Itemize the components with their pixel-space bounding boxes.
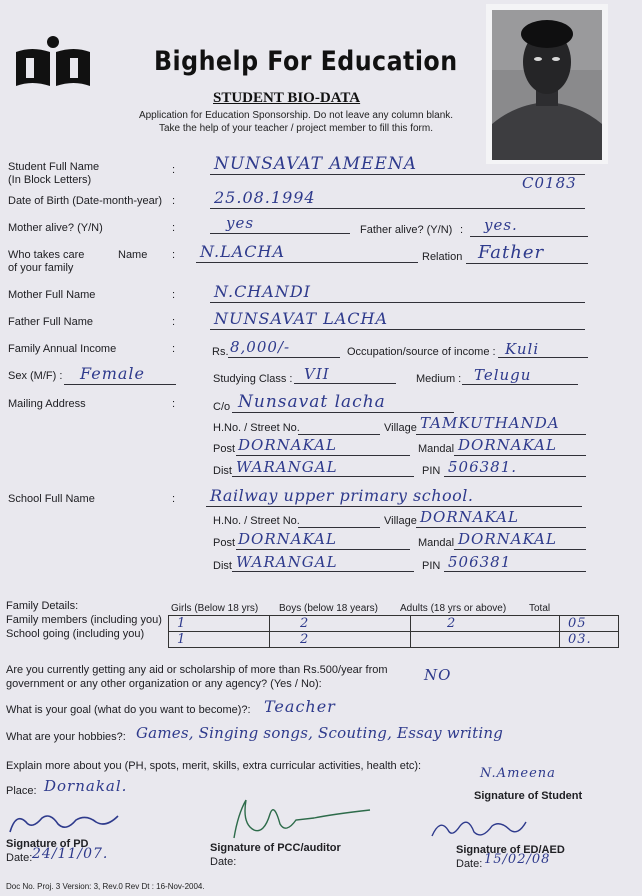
father-name-value: NUNSAVAT LACHA: [214, 309, 389, 328]
mailing-label: Mailing Address: [8, 398, 86, 410]
pd-signature-mark: [6, 808, 126, 840]
table-cell: [411, 632, 560, 648]
instructions-line-1: Application for Education Sponsorship. Do not leave any column blank.: [138, 110, 454, 121]
table-cell: 2: [411, 616, 560, 632]
col-header-girls: Girls (Below 18 yrs): [171, 603, 259, 614]
mother-alive-label: Mother alive? (Y/N): [8, 222, 103, 234]
underline: [228, 357, 340, 358]
sex-label: Sex (M/F) :: [8, 370, 63, 382]
underline: [498, 357, 588, 358]
occupation-label: Occupation/source of income :: [347, 346, 496, 358]
student-photo: [486, 4, 608, 164]
mandal-label: Mandal: [418, 443, 455, 455]
school-pin-value: 506381: [448, 553, 512, 571]
underline: [294, 383, 396, 384]
mother-alive-value: yes: [226, 214, 255, 232]
underline: [462, 384, 578, 385]
colon: :: [172, 343, 176, 355]
underline: [416, 527, 586, 528]
father-name-label: Father Full Name: [8, 316, 93, 328]
underline: [206, 506, 582, 507]
family-table: [168, 615, 619, 648]
school-name-value: Railway upper primary school.: [210, 486, 474, 505]
colon: :: [172, 493, 176, 505]
school-mandal-label: Mandal: [418, 537, 455, 549]
underline: [298, 434, 380, 435]
street-label: H.No. / Street No.: [213, 422, 300, 434]
mandal-value: DORNAKAL: [458, 436, 557, 454]
explain-question: Explain more about you (PH, spots, merit, skills, extra curricular activities, health etc):: [6, 760, 422, 772]
dob-label: Date of Birth (Date-month-year): [8, 195, 163, 207]
medium-label: Medium :: [416, 373, 462, 385]
underline: [210, 329, 585, 330]
village-value: TAMKUTHANDA: [420, 414, 560, 432]
aid-question-1: Are you currently getting any aid or scholarship of more than Rs.500/year from: [6, 664, 388, 676]
post-value: DORNAKAL: [238, 436, 337, 454]
colon: :: [172, 289, 176, 301]
dob-value: 25.08.1994: [214, 188, 316, 207]
table-cell: 05: [560, 616, 619, 632]
colon: :: [172, 249, 176, 261]
table-cell: 2: [270, 632, 411, 648]
rs-label: Rs.: [212, 346, 229, 358]
underline: [470, 236, 588, 237]
school-mandal-value: DORNAKAL: [458, 530, 557, 548]
school-post-label: Post: [213, 537, 236, 549]
school-dist-value: WARANGAL: [236, 553, 338, 571]
school-village-value: DORNAKAL: [420, 508, 519, 526]
instructions-line-2: Take the help of your teacher / project member to fill this form.: [158, 123, 433, 134]
underline: [444, 476, 586, 477]
school-dist-label: Dist: [213, 560, 232, 572]
relation-label: Relation: [422, 251, 463, 263]
table-cell: 2: [270, 616, 411, 632]
village-label: Village: [384, 422, 417, 434]
underline: [210, 302, 585, 303]
class-value: VII: [304, 365, 330, 383]
place-value: Dornakal.: [44, 777, 128, 795]
father-alive-value: yes.: [484, 216, 518, 234]
sex-value: Female: [80, 364, 145, 383]
income-label: Family Annual Income: [8, 343, 117, 355]
caretaker-name-value: N.LACHA: [200, 242, 285, 261]
underline: [236, 549, 410, 550]
ed-date-label: Date:: [456, 858, 483, 870]
underline: [454, 455, 586, 456]
underline: [232, 571, 414, 572]
aid-answer: NO: [424, 666, 452, 684]
table-cell: 1: [169, 632, 270, 648]
school-pin-label: PIN: [422, 560, 441, 572]
school-label: School Full Name: [8, 493, 95, 505]
dist-label: Dist: [213, 465, 232, 477]
family-label: Family Details:: [6, 600, 79, 612]
pcc-signature-label: Signature of PCC/auditor: [210, 842, 341, 854]
school-post-value: DORNAKAL: [238, 530, 337, 548]
colon: :: [460, 224, 464, 236]
mother-name-value: N.CHANDI: [214, 282, 311, 301]
hobbies-answer: Games, Singing songs, Scouting, Essay writing: [136, 724, 504, 742]
logo-book-icon: [12, 36, 94, 92]
school-village-label: Village: [384, 515, 417, 527]
ed-signature-mark: [426, 812, 546, 844]
mother-name-label: Mother Full Name: [8, 289, 96, 301]
income-value: 8,000/-: [230, 338, 291, 356]
form-title: STUDENT BIO-DATA: [213, 90, 361, 106]
relation-value: Father: [478, 242, 545, 263]
hobbies-question: What are your hobbies?:: [6, 731, 126, 743]
pin-value: 506381.: [448, 458, 518, 476]
underline: [466, 263, 588, 264]
id-code: C0183: [522, 174, 577, 192]
class-label: Studying Class :: [213, 373, 293, 385]
col-header-adults: Adults (18 yrs or above): [400, 603, 507, 614]
pin-label: PIN: [422, 465, 441, 477]
underline: [64, 384, 176, 385]
colon: :: [172, 398, 176, 410]
goal-question: What is your goal (what do you want to become)?:: [6, 704, 251, 716]
org-title: Bighelp For Education: [154, 46, 458, 77]
family-row-label-1: Family members (including you): [6, 614, 162, 626]
full-name-value: NUNSAVAT AMEENA: [214, 154, 418, 174]
pd-date-value: 24/11/07.: [32, 846, 109, 862]
colon: :: [172, 316, 176, 328]
family-row-label-2: School going (including you): [6, 628, 145, 640]
col-header-boys: Boys (below 18 years): [279, 603, 378, 614]
table-row: [169, 616, 619, 632]
medium-value: Telugu: [474, 366, 532, 384]
colon: :: [172, 222, 176, 234]
pd-signature-label: Signature of PD: [6, 838, 89, 850]
name-label: Name: [118, 249, 148, 261]
full-name-label: Student Full Name: [8, 161, 100, 173]
caretaker-label-2: of your family: [8, 262, 74, 274]
table-cell: 1: [169, 616, 270, 632]
colon: :: [172, 195, 176, 207]
school-street-label: H.No. / Street No.: [213, 515, 300, 527]
father-alive-label: Father alive? (Y/N): [360, 224, 453, 236]
underline: [444, 571, 586, 572]
underline: [196, 262, 418, 263]
underline: [210, 233, 350, 234]
aid-question-2: government or any other organization or any agency? (Yes / No):: [6, 678, 322, 690]
underline: [232, 412, 454, 413]
occupation-value: Kuli: [505, 340, 540, 358]
col-header-total: Total: [529, 603, 551, 614]
ed-signature-label: Signature of ED/AED: [456, 844, 565, 856]
underline: [232, 476, 414, 477]
student-signature-label: Signature of Student: [474, 790, 583, 802]
colon: :: [172, 164, 176, 176]
ed-date-value: 15/02/08: [484, 852, 551, 867]
goal-answer: Teacher: [264, 697, 336, 716]
pd-date-label: Date:: [6, 852, 33, 864]
pcc-signature-mark: [224, 794, 374, 842]
place-label: Place:: [6, 785, 37, 797]
table-row: [169, 632, 619, 648]
caretaker-label-1: Who takes care: [8, 249, 85, 261]
underline: [210, 208, 585, 209]
full-name-sublabel: (In Block Letters): [8, 174, 92, 186]
doc-footer: Doc No. Proj. 3 Version: 3, Rev.0 Rev Dt : 16-Nov-2004.: [6, 882, 205, 891]
underline: [298, 527, 380, 528]
underline: [454, 549, 586, 550]
co-label: C/o: [213, 401, 231, 413]
underline: [416, 434, 586, 435]
student-signature: N.Ameena: [480, 766, 556, 781]
table-cell: 03.: [560, 632, 619, 648]
co-value: Nunsavat lacha: [238, 392, 386, 412]
underline: [236, 455, 410, 456]
post-label: Post: [213, 443, 236, 455]
pcc-date-label: Date:: [210, 856, 237, 868]
dist-value: WARANGAL: [236, 458, 338, 476]
